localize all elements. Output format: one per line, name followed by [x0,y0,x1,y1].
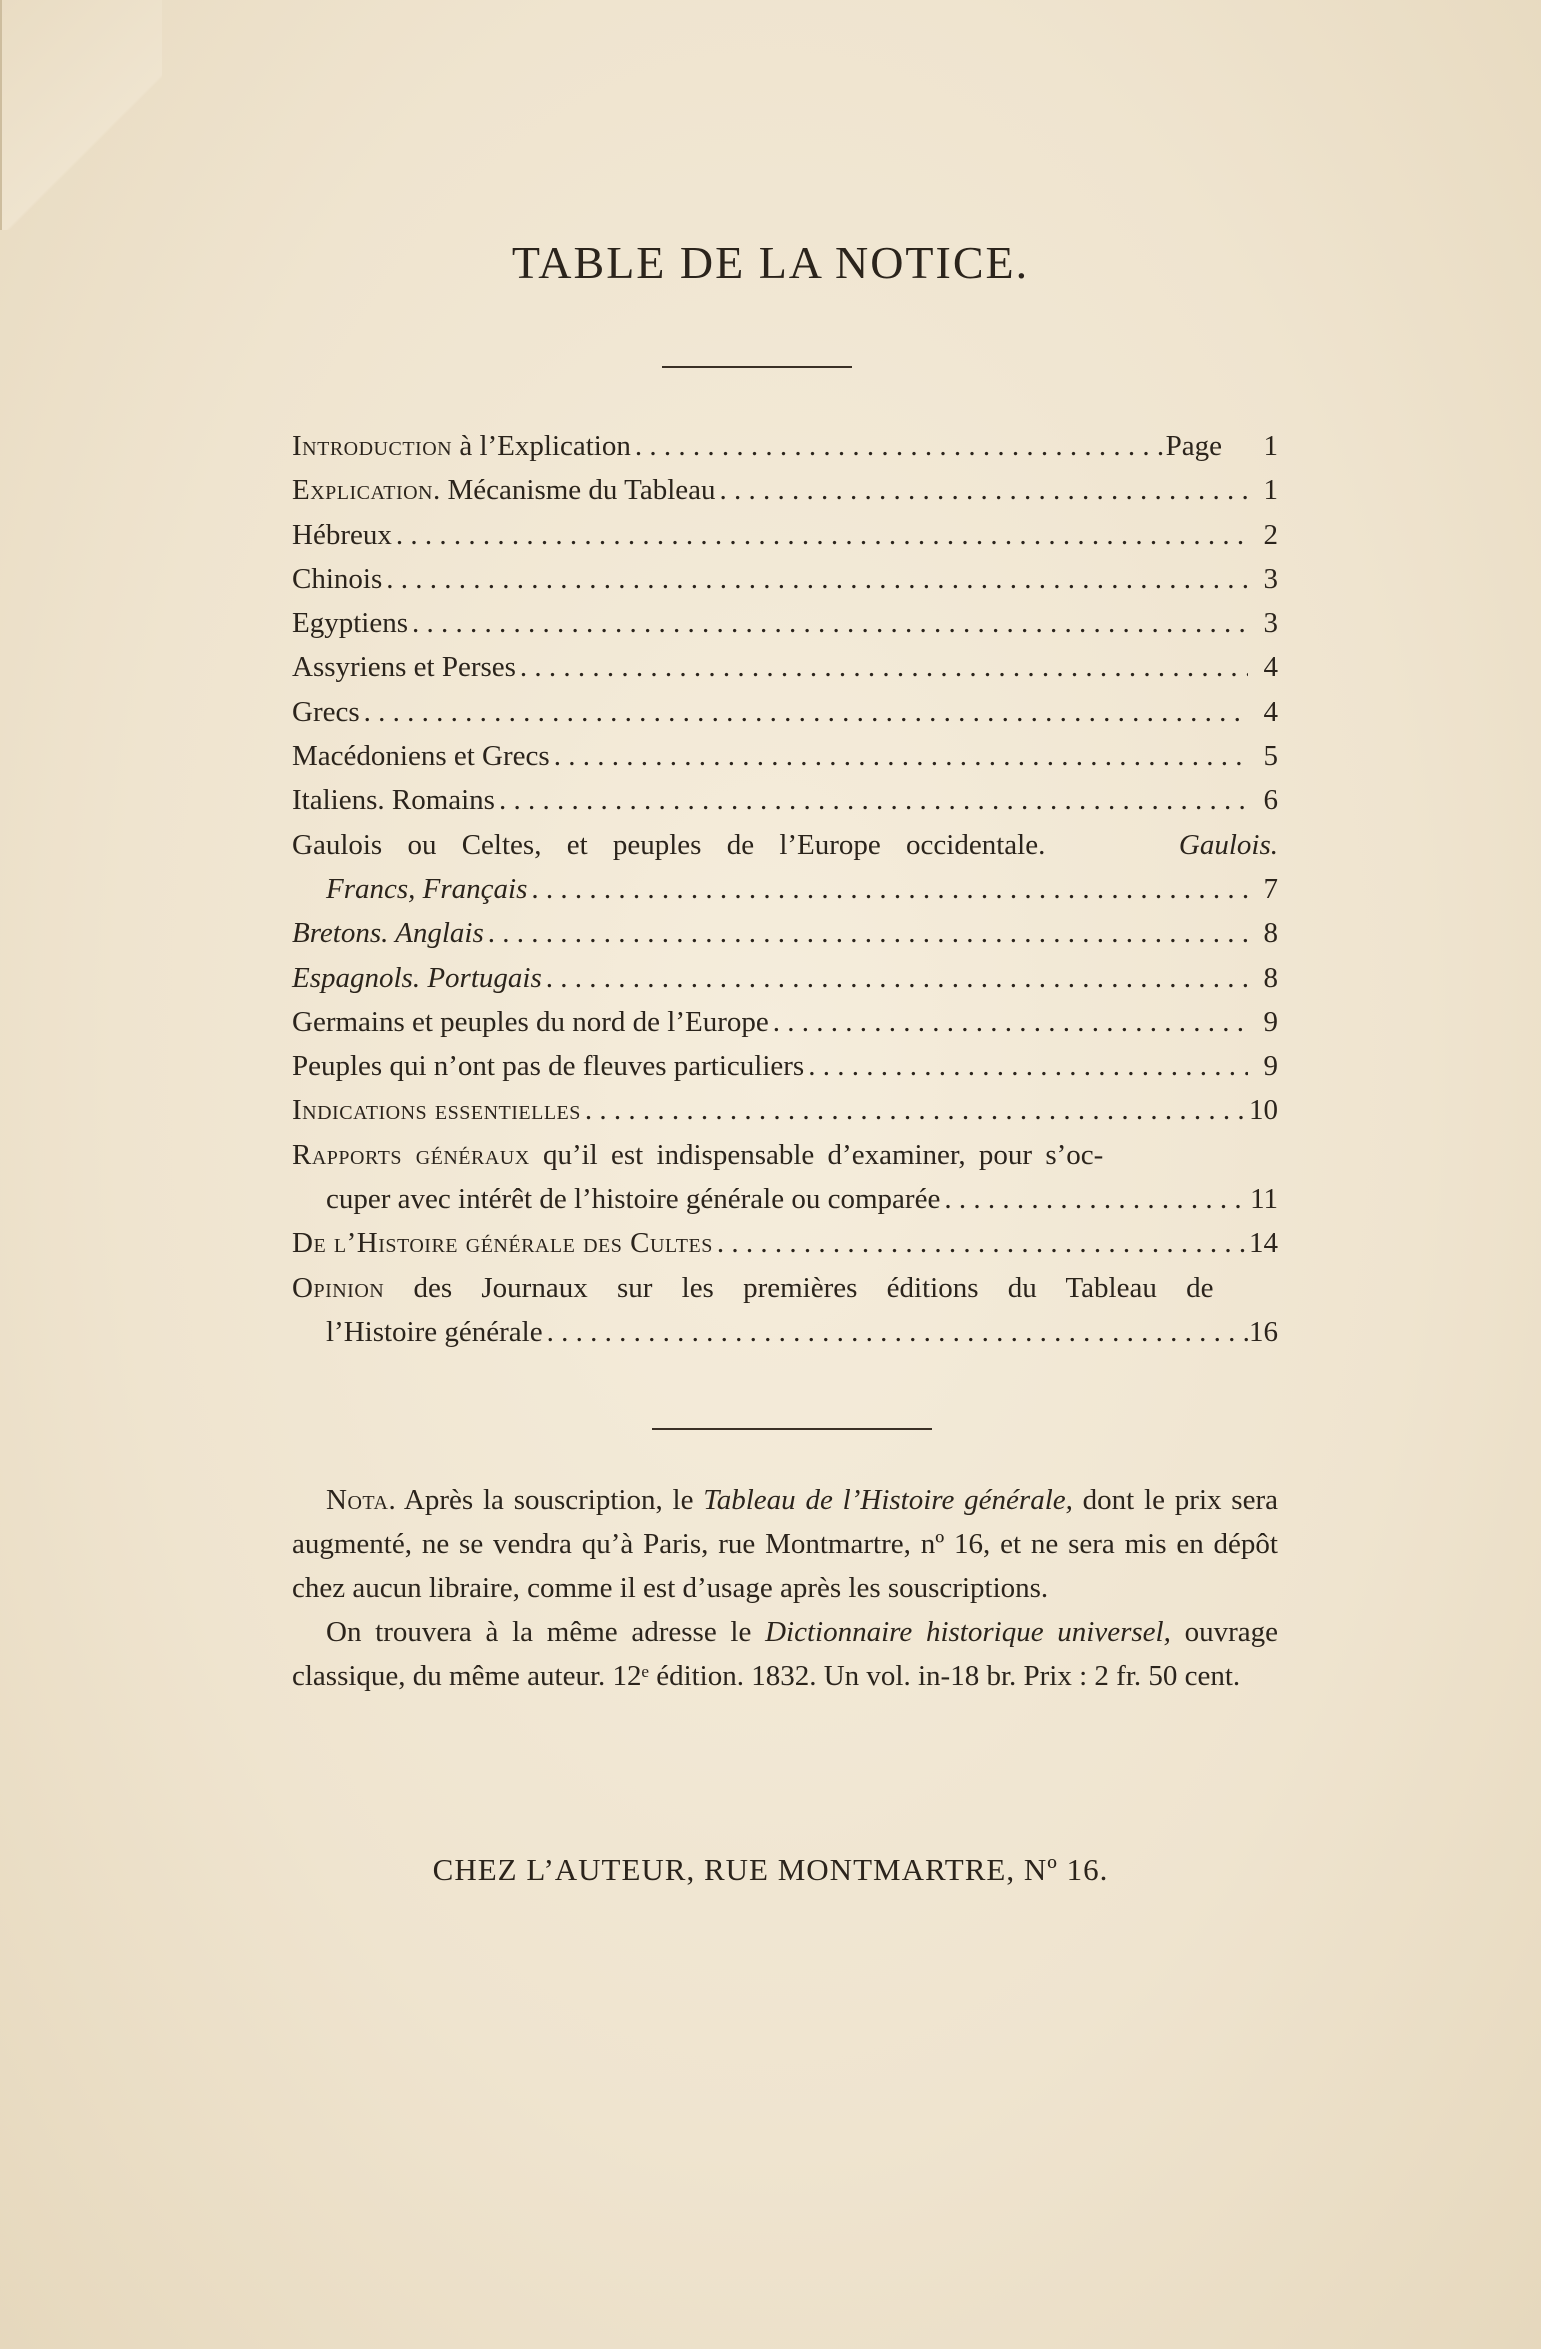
toc-page-number: 8 [1263,917,1278,950]
toc-entry-label: l’Histoire générale [326,1315,543,1348]
book-title: Dictionnaire historique universel, [765,1616,1171,1648]
toc-page-number: 6 [1263,784,1278,817]
toc-entry [292,867,1278,911]
toc-page-number: 5 [1263,740,1278,773]
toc-entry [292,911,1278,955]
dot-leader [581,1088,1248,1132]
toc-entry [292,823,1278,867]
toc-entry [292,1266,1278,1310]
toc-entry-italic-label: Gaulois. [1178,828,1278,861]
dot-leader [392,513,1248,557]
toc-entry [292,557,1278,601]
nota-paragraph: On trouvera à la même adresse le Dictionnaire historique universel, ouvrage classique, du même auteur. 12ᵉ édition. 1832. Un vol. in-18 br. Prix : 2 fr. 50 cent. [292,1616,1278,1692]
toc-entry-label: Egyptiens [292,607,408,640]
page-title: TABLE DE LA NOTICE. [511,237,1030,288]
toc-entry [292,513,1278,557]
toc-entry [292,1133,1278,1177]
publisher-address: CHEZ L’AUTEUR, RUE MONTMARTRE, Nº 16. [432,1852,1109,1887]
dot-leader [543,1310,1248,1354]
toc-entry-label: Grecs [292,695,360,728]
dot-leader [382,557,1248,601]
toc-entry [292,690,1278,734]
toc-entry [292,1221,1278,1265]
toc-entry-label: Italiens. Romains [292,784,495,817]
toc-entry-heading: Opinion [292,1271,385,1304]
dot-leader [631,424,1166,468]
toc-page-number: 3 [1263,607,1278,640]
toc-entry-label: Hébreux [292,518,392,551]
dot-leader [550,734,1248,778]
toc-page-number: 11 [1250,1183,1278,1216]
dot-leader [769,1000,1248,1044]
toc-entry-label: De l’Histoire générale des Cultes [292,1227,713,1260]
toc-entry-heading: Rapports généraux [292,1138,530,1171]
toc-entry [292,956,1278,1000]
toc-entry-label: cuper avec intérêt de l’histoire générale ou comparée [326,1183,941,1216]
section-divider [652,1428,932,1430]
dot-leader [716,468,1248,512]
toc-entry-label: Espagnols. Portugais [292,961,542,994]
toc-entry-label: des Journaux sur les premières éditions du Tableau de [384,1271,1214,1304]
page-word: Page [1165,430,1222,462]
toc-entry-heading: Introduction [292,430,453,462]
title-divider [662,366,852,368]
folded-corner [0,0,162,230]
toc-entry-label: Peuples qui n’ont pas de fleuves particuliers [292,1050,805,1083]
toc-page-number: 3 [1263,562,1278,595]
toc-entry-label: Gaulois ou Celtes, et peuples de l’Europe occidentale. [292,828,1046,861]
dot-leader [804,1044,1248,1088]
toc-page-number: 8 [1263,961,1278,994]
dot-leader [360,690,1248,734]
table-of-contents [292,424,1278,1354]
nota-heading: Nota [326,1484,389,1516]
toc-entry [292,645,1278,689]
toc-page-number: 9 [1263,1050,1278,1083]
toc-page-number: 10 [1249,1094,1278,1127]
dot-leader [527,867,1248,911]
dot-leader [542,956,1248,1000]
toc-entry-label: Macédoniens et Grecs [292,740,550,773]
toc-entry-label: . Mécanisme du Tableau [433,474,716,507]
toc-entry-heading: Explication [292,474,433,507]
toc-entry-label: Chinois [292,562,383,595]
toc-entry-label: qu’il est indispensable d’examiner, pour s’oc- [529,1138,1104,1171]
toc-entry [292,1000,1278,1044]
toc-page-number: 14 [1249,1227,1278,1260]
toc-entry [292,468,1278,512]
toc-entry [292,601,1278,645]
toc-entry [292,1310,1278,1354]
dot-leader [940,1177,1248,1221]
toc-page-number: 1 [1263,474,1278,507]
toc-entry-label: Germains et peuples du nord de l’Europe [292,1005,769,1038]
toc-page-number: 16 [1249,1315,1278,1348]
book-title: Tableau de l’Histoire générale, [703,1484,1073,1516]
nota-section [292,1478,1278,1698]
toc-entry-label: Bretons. Anglais [292,917,484,950]
dot-leader [484,911,1248,955]
toc-entry [292,424,1278,468]
toc-page-number: 7 [1263,872,1278,905]
toc-entry-label: à l’Explication [452,430,631,462]
toc-entry [292,1088,1278,1132]
toc-page-number: 4 [1263,651,1278,684]
toc-page-number: 4 [1263,695,1278,728]
toc-entry [292,778,1278,822]
dot-leader [516,645,1248,689]
toc-entry [292,1177,1278,1221]
toc-entry-label: Assyriens et Perses [292,651,516,684]
toc-page-number: 1 [1263,430,1278,462]
nota-paragraph: Nota. Après la souscription, le Tableau de l’Histoire générale, dont le prix sera augmenté, ne se vendra qu’à Paris, rue Montmartre, nº 16, et ne sera mis en dépôt chez aucun libraire, comme il est d’usage après les souscriptions. [292,1484,1278,1604]
dot-leader [408,601,1248,645]
toc-page-number: 9 [1263,1005,1278,1038]
toc-entry [292,1044,1278,1088]
toc-page-number: 2 [1263,518,1278,551]
dot-leader [495,778,1248,822]
toc-entry-label: Indications essentielles [292,1094,581,1127]
toc-entry [292,734,1278,778]
dot-leader [713,1221,1248,1265]
toc-entry-label: Francs, Français [326,872,528,905]
